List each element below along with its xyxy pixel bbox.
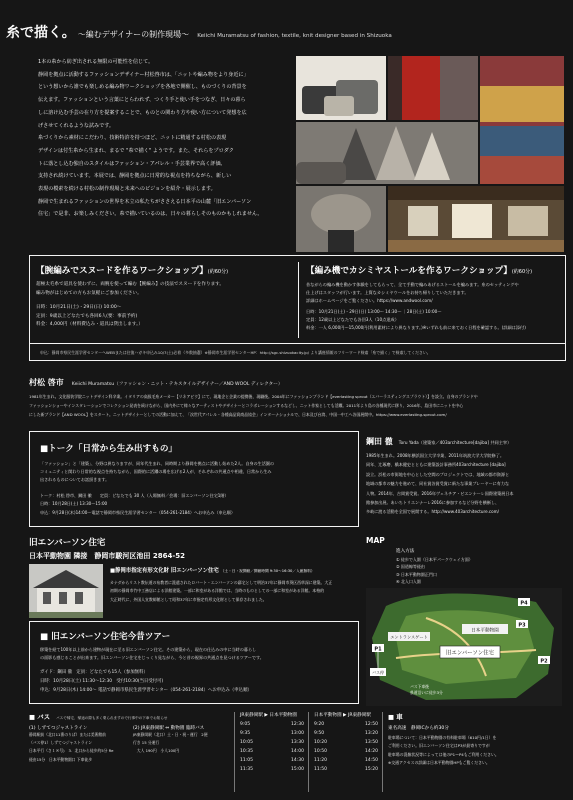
reservation-note: 申込：静岡市県民生涯学習センターへWEBまたは往復ハガキ申込み10/7(土)必着（多数抽選）※静岡市生涯学習センターHP：http://sgc.shizuokacity.jp/ より講座情報のフリーワード検索「糸で描く」で検索してください。 — [40, 350, 431, 355]
page-title — [6, 22, 566, 42]
workshop-snood-desc: 超極太毛糸で道具を使わずに、両腕を使って編む【腕編み】の技法でスヌードを作ります。 編み物がはじめての方もお気軽にご参加ください。 — [36, 282, 224, 296]
intro-line: 静岡で生まれるファッションの世界を木立の私たちがささえる日本平の山麓「旧エンバーソン — [38, 198, 252, 205]
workshop-stole — [306, 264, 562, 332]
venue-map — [366, 588, 562, 706]
photo-interior — [388, 186, 564, 252]
bus-section — [29, 712, 229, 764]
map-label-zoo: 日本平動物園 — [471, 628, 499, 634]
talk-title: ■トーク「日常から生み出すもの」 — [40, 444, 178, 454]
timetable-to-station: 日本平動物園 ▶ JR東静岡駅 9:20 12:50 9:50 13:20 10:20 13:50 10:50 14:20 11:20 14:50 11:50 15:20 — [314, 713, 378, 772]
talk-info: トーク：村松 啓市、鋼田 徹 定員：どなたでも 30 人（入場無料／会場：旧エンバーソン住宅1階） 日時：10月28日(土) 13:30～15:00 申込：9月28日(木)14:00～電話で静岡市県民生涯学習センター（054-261-2184）へお申込み（申込順） — [40, 493, 235, 515]
venue-section — [29, 536, 359, 561]
bus-title: ■ バス — [29, 713, 51, 721]
profile-muramatsu — [29, 377, 566, 419]
divider — [308, 712, 309, 792]
photo-collage — [296, 56, 564, 252]
intro-line: しに溶け込む手芸の在り方を提案することで、ものとの関わり方や使い方について発想を広 — [38, 109, 247, 116]
intro-line: という想いから誰でも楽しめる編み物ワークショップを各地で開催し、ものづくりの背景を — [38, 84, 247, 91]
workshop-divider — [298, 262, 299, 338]
venue-heading: ■静岡市指定有形文化財 旧エンバーソン住宅 （土・日・祝開館／開館時間 9:30～16:30／入館無料） — [110, 568, 315, 574]
timetable-to-zoo: JR東静岡駅 ▶ 日本平動物園 9:05 12:30 9:35 13:00 10:05 13:30 10:35 14:00 11:05 14:30 11:35 15:00 — [240, 713, 304, 772]
map-label-bus: バス停 — [372, 670, 384, 675]
workshop-snood — [36, 264, 291, 330]
architect-bio: 1985年生まれ。2008年横浜国立大学卒業、2011年筑波大学大学院修了。 同年、辻琢磨、橋本健史とともに建築設計事務所403architecture [dajiba] 設立。浜松の市街地を中心とした空間のプロジェクトでは、地域の都市資源と 地域の都市の魅力を進めて、同社賞各賞受賞に新たな事業プレーヤーに有力な 人物。2014年、吉岡賞受賞。2016年ヴェネチア・ビエンナーレ国際建築展日本 館参加出展。あいちトリエンナーレ2016に参加するなど分野を横断し、 多岐に渡る活動を全国で展開する。http://www.403architecture.com/ — [366, 453, 514, 515]
tour-section — [29, 621, 359, 704]
profile-bio: 1981年生まれ。文化服装学院ニットデザイン科卒業。イタリアの高級毛糸メーカー【リネアピウ】にて、現地企と企業の提携後、現職後。2004年にファッションブランド【everlasting sprout（エバーラスティングスプラウト）】を設立。自身のブランドや ファッションショーやインスタレーションでコレクション発表を続けながら、国内外にて様々なアーティストやデザイナーとコラボレーションするなどし、ニット作家としても活躍。2011年より島の各種現代に移り、2016年、島田市にニットを中心 にした新ブランド【AND WOOL】をスタート。ニットデザイナーとしての活動に加えて、「次世代アパレル・各種高品質商品協会」インターナショナルで、日本及び台湾、中国一中工へ各国展開中。https://www.everlasting-sprout.com/ — [29, 394, 478, 417]
profile-yada — [366, 436, 566, 517]
photo-sweater-mannequin — [296, 186, 386, 252]
intro-line: 1本の糸から紡ぎ出される無限の可能性を信じて。 — [38, 59, 154, 65]
photo-knit-rolls — [296, 56, 386, 120]
talk-desc: 「ファッション」と「建築」、分野は異なりますが、同年代生まれ、同時期より静岡を拠点に活動し始めた2人。自身の生活圏の コミュニティと関わり日常的な視点を持ちながら、国際的に活躍の場を広げる2人が、それぞれの共通点や相違、日常から生み 出されるものについてお話頂きます。 — [40, 461, 274, 482]
car-section — [388, 712, 566, 768]
tour-title: ■ 旧エンバーソン住宅今昔ツアー — [40, 632, 171, 642]
talk-section — [29, 431, 359, 527]
workshop-stole-title: 【編み機でカシミヤストールを作るワークショップ】(約60分) — [306, 266, 533, 276]
profile-name: 村松 啓市 — [29, 378, 64, 387]
architect-subtitle: Toru Yada（建築家／403architecture[dajiba] 共同主宰） — [398, 440, 512, 445]
tour-info: ガイド：鋼田 徹 定員：どなたでも15人（参加無料） 日時：10月28日(土) 11:30～12:30 受付10:30(当日受付可) 申込：9月28日(木) 14:00～ 電話で静岡市県民生涯学習センター（054-261-2184）へお申込み（申込順） — [40, 670, 252, 693]
map-label-p3: P3 — [518, 622, 526, 629]
intro-line: 伝えます。ファッションという言葉にとらわれず、つくり手と使い手をつなぎ、日々の暮ら — [38, 97, 246, 104]
divider — [382, 712, 383, 792]
photo-yarn-cones — [296, 122, 478, 184]
map-label-p2: P2 — [540, 658, 548, 665]
intro-line: 糸づくりから素材にこだわり、技術特許を持つほど、ニットに精通する村松の表現 — [38, 135, 227, 142]
photo-jacquard — [480, 56, 564, 184]
title-sub: ～編むデザイナーの制作現場～ — [77, 30, 190, 39]
intro-line: 静岡を拠点に活動するファッションデザイナー村松啓市は、「ニットや編み物をより身近に」 — [38, 71, 249, 78]
photo-model-red — [388, 56, 478, 120]
intro-line: 住宅」で是非、お楽しみください。糸で描いているのは、日々の暮らしそのものかもしれません。 — [38, 211, 263, 218]
map-label-p1: P1 — [374, 646, 382, 653]
bus-note: バスで帰宅、帰途の際も多く乗られますので行事中の下車でお知らせ — [56, 716, 168, 720]
reservation-divider — [30, 343, 565, 344]
workshop-stole-desc: 昔ながらの編み機を動かす体験をしてもらって、全て手動で編みあげるストールを編みます。糸のセッティングや 仕上げはスタッフが行います。上質なカシミヤウールをお持ち帰りしていただきます。 詳細はホームページをご覧ください。https://www.andwool.com/ — [306, 282, 519, 303]
workshop-snood-title: 【腕編みでスヌードを作るワークショップ】(約60分) — [36, 266, 229, 276]
car-title: ■ 車 — [388, 713, 403, 721]
map-legend: 進入方法 ① 徒歩で入園（日本平パークウェイ方面） ② 国道線等経由 ③ 日本平動物園正門口 ④ 北入口入園 — [396, 549, 473, 585]
intro-line: デザインは付生糸から生まれ、まるで "糸で描く" ようです。また、それらをプロダク — [38, 147, 234, 154]
map-svg — [366, 588, 562, 706]
intro-line: 表現の模索を続ける村松の制作現場と未来へのビジョンを紹介・展示します。 — [38, 186, 216, 193]
title-en: Keiichi Muramatsu of fashion, textile, knit designer based in Shizuoka — [197, 33, 392, 39]
venue-photo — [29, 564, 103, 618]
workshop-stole-info: 日時：10月21日(土)・29日(日) 13:00～ 14:30～ ｜28日(土) 10:00～ 定員：12歳以上どなたでも各回3人（10点達成） 料金：一人 6,000円～15,000円(利用素材により異なります。)※いずれも前に来ておく日程を確認する。(詳細は添付) — [306, 309, 526, 330]
intro-line: 支持され続けています。本展では、静岡を拠点に日常的な視点を持ちながら、新しい — [38, 173, 232, 180]
workshop-section — [29, 255, 566, 361]
architect-name: 鋼田 徹 — [366, 437, 393, 446]
map-label-house: 旧エンバーソン住宅 — [446, 650, 494, 657]
map-label-entrance: エントランスゲート — [390, 634, 428, 640]
title-main: 糸で描く。 — [6, 25, 76, 41]
divider — [234, 712, 235, 792]
intro-text — [38, 56, 290, 221]
tour-desc: 移築を経て100年以上前から建物が現在に至る旧エンバーソン住宅。その建築から、現在の仕込みの中に当時の暮らし の面影も感じることが出来ます。旧エンバーソン住宅をじっくり見ながら、今と昔の視界の共通点を見つけるツアーです。 — [40, 647, 264, 660]
venue-info — [110, 566, 360, 604]
profile-subtitle: Keiichi Muramatsu（ファッション・ニット・テキスタイルデザイナー／AND WOOL ディレクター） — [71, 382, 283, 387]
intro-line: トに落とし込む独自のスタイルはファッション・アパレル・手芸業界で高く評価、 — [38, 160, 226, 167]
bus-option-1: (1) しずてつジャストライン 静岡駅前（北口11番のりば）または美術館前 （バス停1）しずてつジャストライン 日本平行（さ１８号) 3．北口から徒歩約5分 Re 経由15分 日本平動物園口 下車徒歩 — [29, 726, 114, 762]
bus-option-2: (2) JR東静岡駅 ⇔ 動物園 臨時バス JR東静岡駅（北口）土・日・祝・運行 2便 行き 15 分運行 大人 190円 小人100円 — [133, 726, 208, 754]
venue-address: 日本平動物園 隣接 静岡市駿河区池田 2864-52 — [29, 552, 186, 560]
workshop-snood-info: 日時：10月21日(土)・29日(日) 10:00～ 定員：9歳以上どなたでも各回6人(要：事前予約) 料金：4,000円（材料費込み・道具は貸出します。） — [36, 305, 143, 328]
venue-title: 旧エンバーソン住宅 — [29, 538, 106, 548]
map-label-p4: P4 — [520, 600, 528, 607]
intro-line: げさせてくれるような試みです。 — [38, 122, 114, 129]
car-info: 東名高速 静岡ICから約30分 駐車場について：日本平動物園の有料駐車場（610円/1日）を ご利用ください。旧エンバーソン住宅はP3が最寄りですが 駐車場の混雑状況等によっては他のP1〜P4もご利用ください。 ※交通アクセスの詳細は日本平動物園HPもご覧ください。 — [388, 726, 499, 766]
venue-desc: カナダからリスト教伝道の布教者に派遣されたロバート・エンバーソンの邸宅として明治37年に静岡市葵区西草深に建築。大正 初期の静岡市竹中工務店による洋館建築。一部に和室がある洋館では、当時のものとしての一部に和室がある洋館。本格的 大正時代に、外国人宣教師館として昭和37年に市指定有形文化財として保存されました。 — [110, 580, 333, 602]
map-label: MAP — [366, 536, 385, 545]
map-route-note: バス下車後 県道沿いに徒歩3分 — [410, 684, 443, 695]
